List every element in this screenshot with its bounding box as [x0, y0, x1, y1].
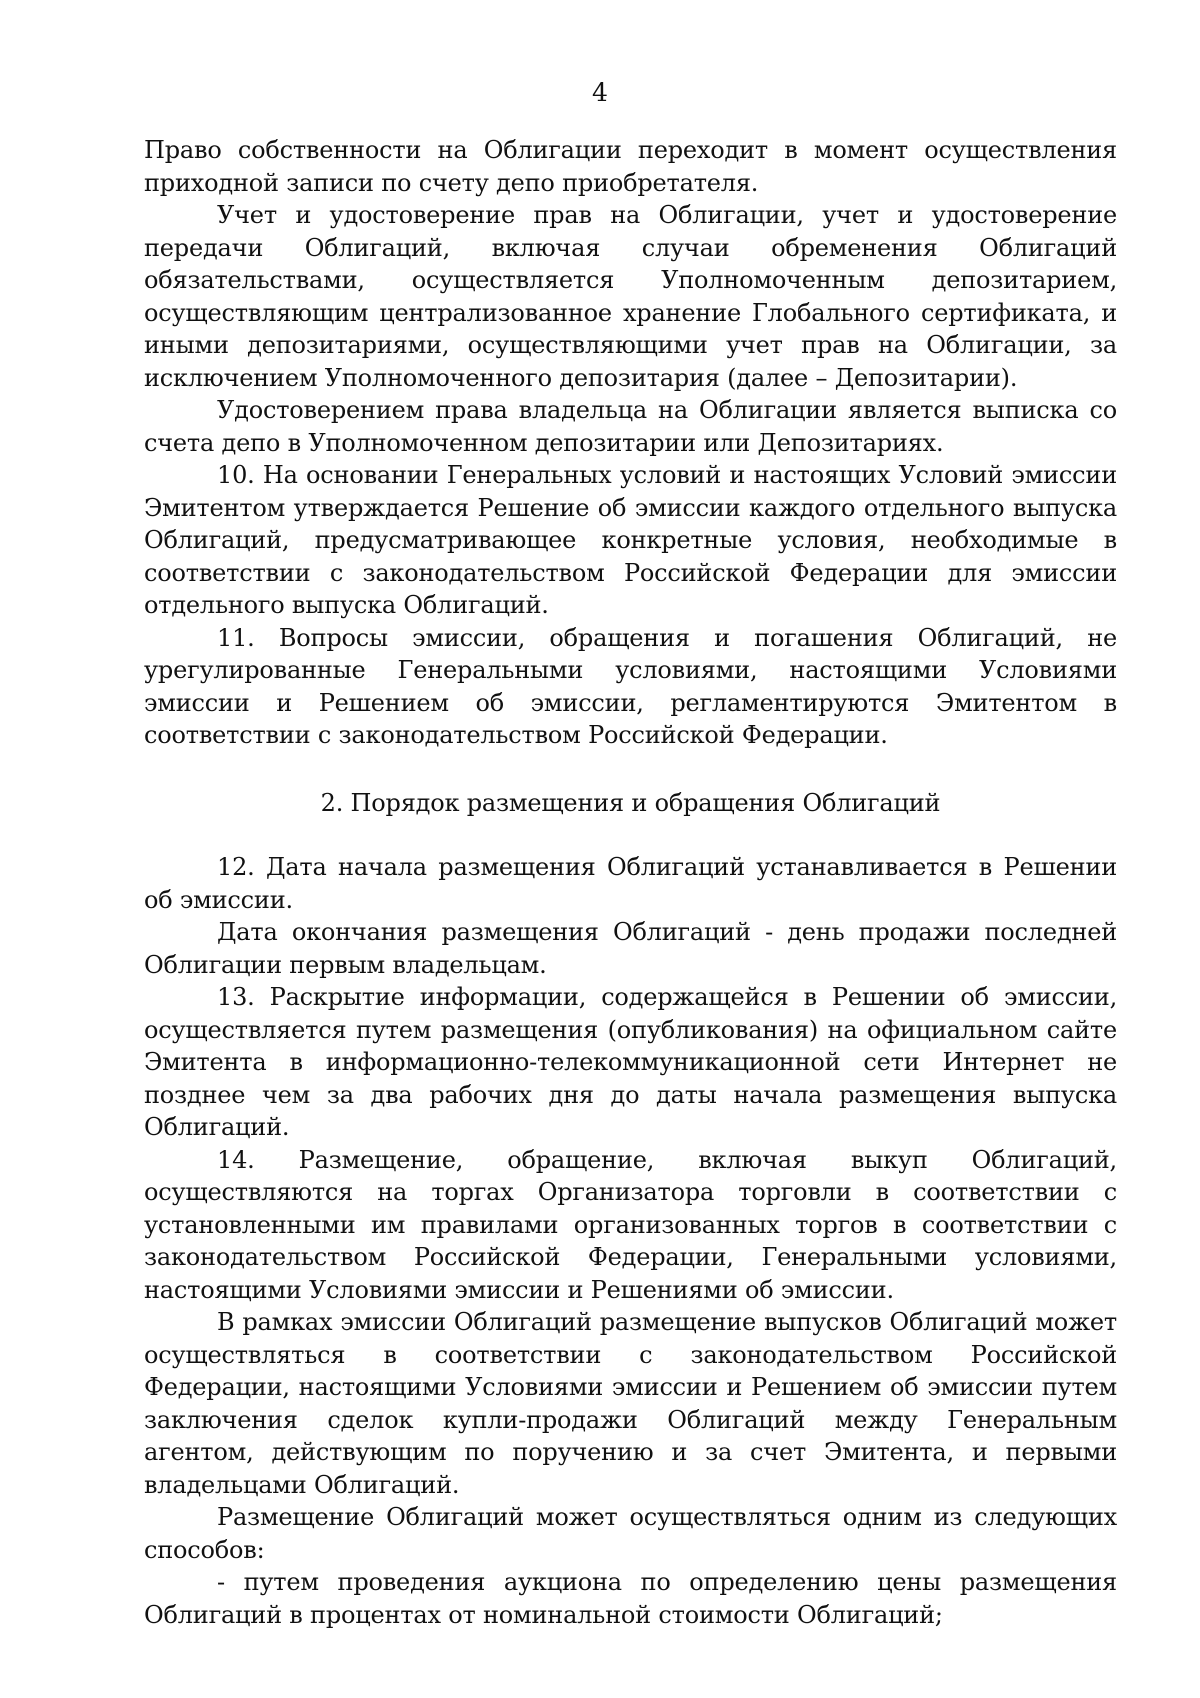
paragraph-auction-method: - путем проведения аукциона по определению цены размещения Облигаций в процентах от номинальной стоимости Облигаций; [144, 1568, 1117, 1629]
paragraph-13: 13. Раскрытие информации, содержащейся в Решении об эмиссии, осуществляется путем размещения (опубликования) на официальном сайте Эмитента в информационно-телекоммуникационной сети Интернет не позднее чем за два рабочих дня до даты начала размещения выпуска Облигаций. [144, 983, 1117, 1141]
paragraph-14: 14. Размещение, обращение, включая выкуп Облигаций, осуществляются на торгах Организатора торговли в соответствии с установленными им правилами организованных торгов в соответствии с законодательством Российской Федерации, Генеральными условиями, настоящими Условиями эмиссии и Решениями об эмиссии. [144, 1145, 1117, 1304]
page-number: 4 [592, 78, 608, 107]
paragraph-ownership-transfer: Право собственности на Облигации переходит в момент осуществления приходной записи по счету депо приобретателя. [144, 136, 1117, 197]
paragraph-10: 10. На основании Генеральных условий и настоящих Условий эмиссии Эмитентом утверждается Решение об эмиссии каждого отдельного выпуска Облигаций, предусматривающее конкретные условия, необходимые в соответствии с законодательством Российской Федерации для эмиссии отдельного выпуска Облигаций. [144, 461, 1117, 619]
paragraph-placement-general-agent: В рамках эмиссии Облигаций размещение выпусков Облигаций может осуществляться в соответствии с законодательством Российской Федерации, настоящими Условиями эмиссии и Решением об эмиссии путем заключения сделок купли-продажи Облигаций между Генеральным агентом, действующим по поручению и за счет Эмитента, и первыми владельцами Облигаций. [144, 1308, 1117, 1499]
paragraph-11: 11. Вопросы эмиссии, обращения и погашения Облигаций, не урегулированные Генеральными условиями, настоящими Условиями эмиссии и Решением об эмиссии, регламентируются Эмитентом в соответствии с законодательством Российской Федерации. [144, 623, 1117, 749]
paragraph-placement-methods: Размещение Облигаций может осуществляться одним из следующих способов: [144, 1503, 1117, 1564]
paragraph-12: 12. Дата начала размещения Облигаций устанавливается в Решении об эмиссии. [144, 853, 1117, 914]
paragraph-rights-accounting: Учет и удостоверение прав на Облигации, учет и удостоверение передачи Облигаций, включая случаи обременения Облигаций обязательствами, осуществляется Уполномоченным депозитарием, осуществляющим централизованное хранение Глобального сертификата, и иными депозитариями, осуществляющими учет прав на Облигации, за исключением Уполномоченного депозитария (далее – Депозитарии). [144, 201, 1117, 392]
paragraph-ownership-certification: Удостоверением права владельца на Облигации является выписка со счета депо в Уполномоченном депозитарии или Депозитариях. [144, 396, 1117, 457]
section-title: 2. Порядок размещения и обращения Облигаций [320, 788, 941, 817]
document-body [144, 134, 1117, 1631]
paragraph-placement-end-date: Дата окончания размещения Облигаций - день продажи последней Облигации первым владельцам. [144, 918, 1117, 979]
